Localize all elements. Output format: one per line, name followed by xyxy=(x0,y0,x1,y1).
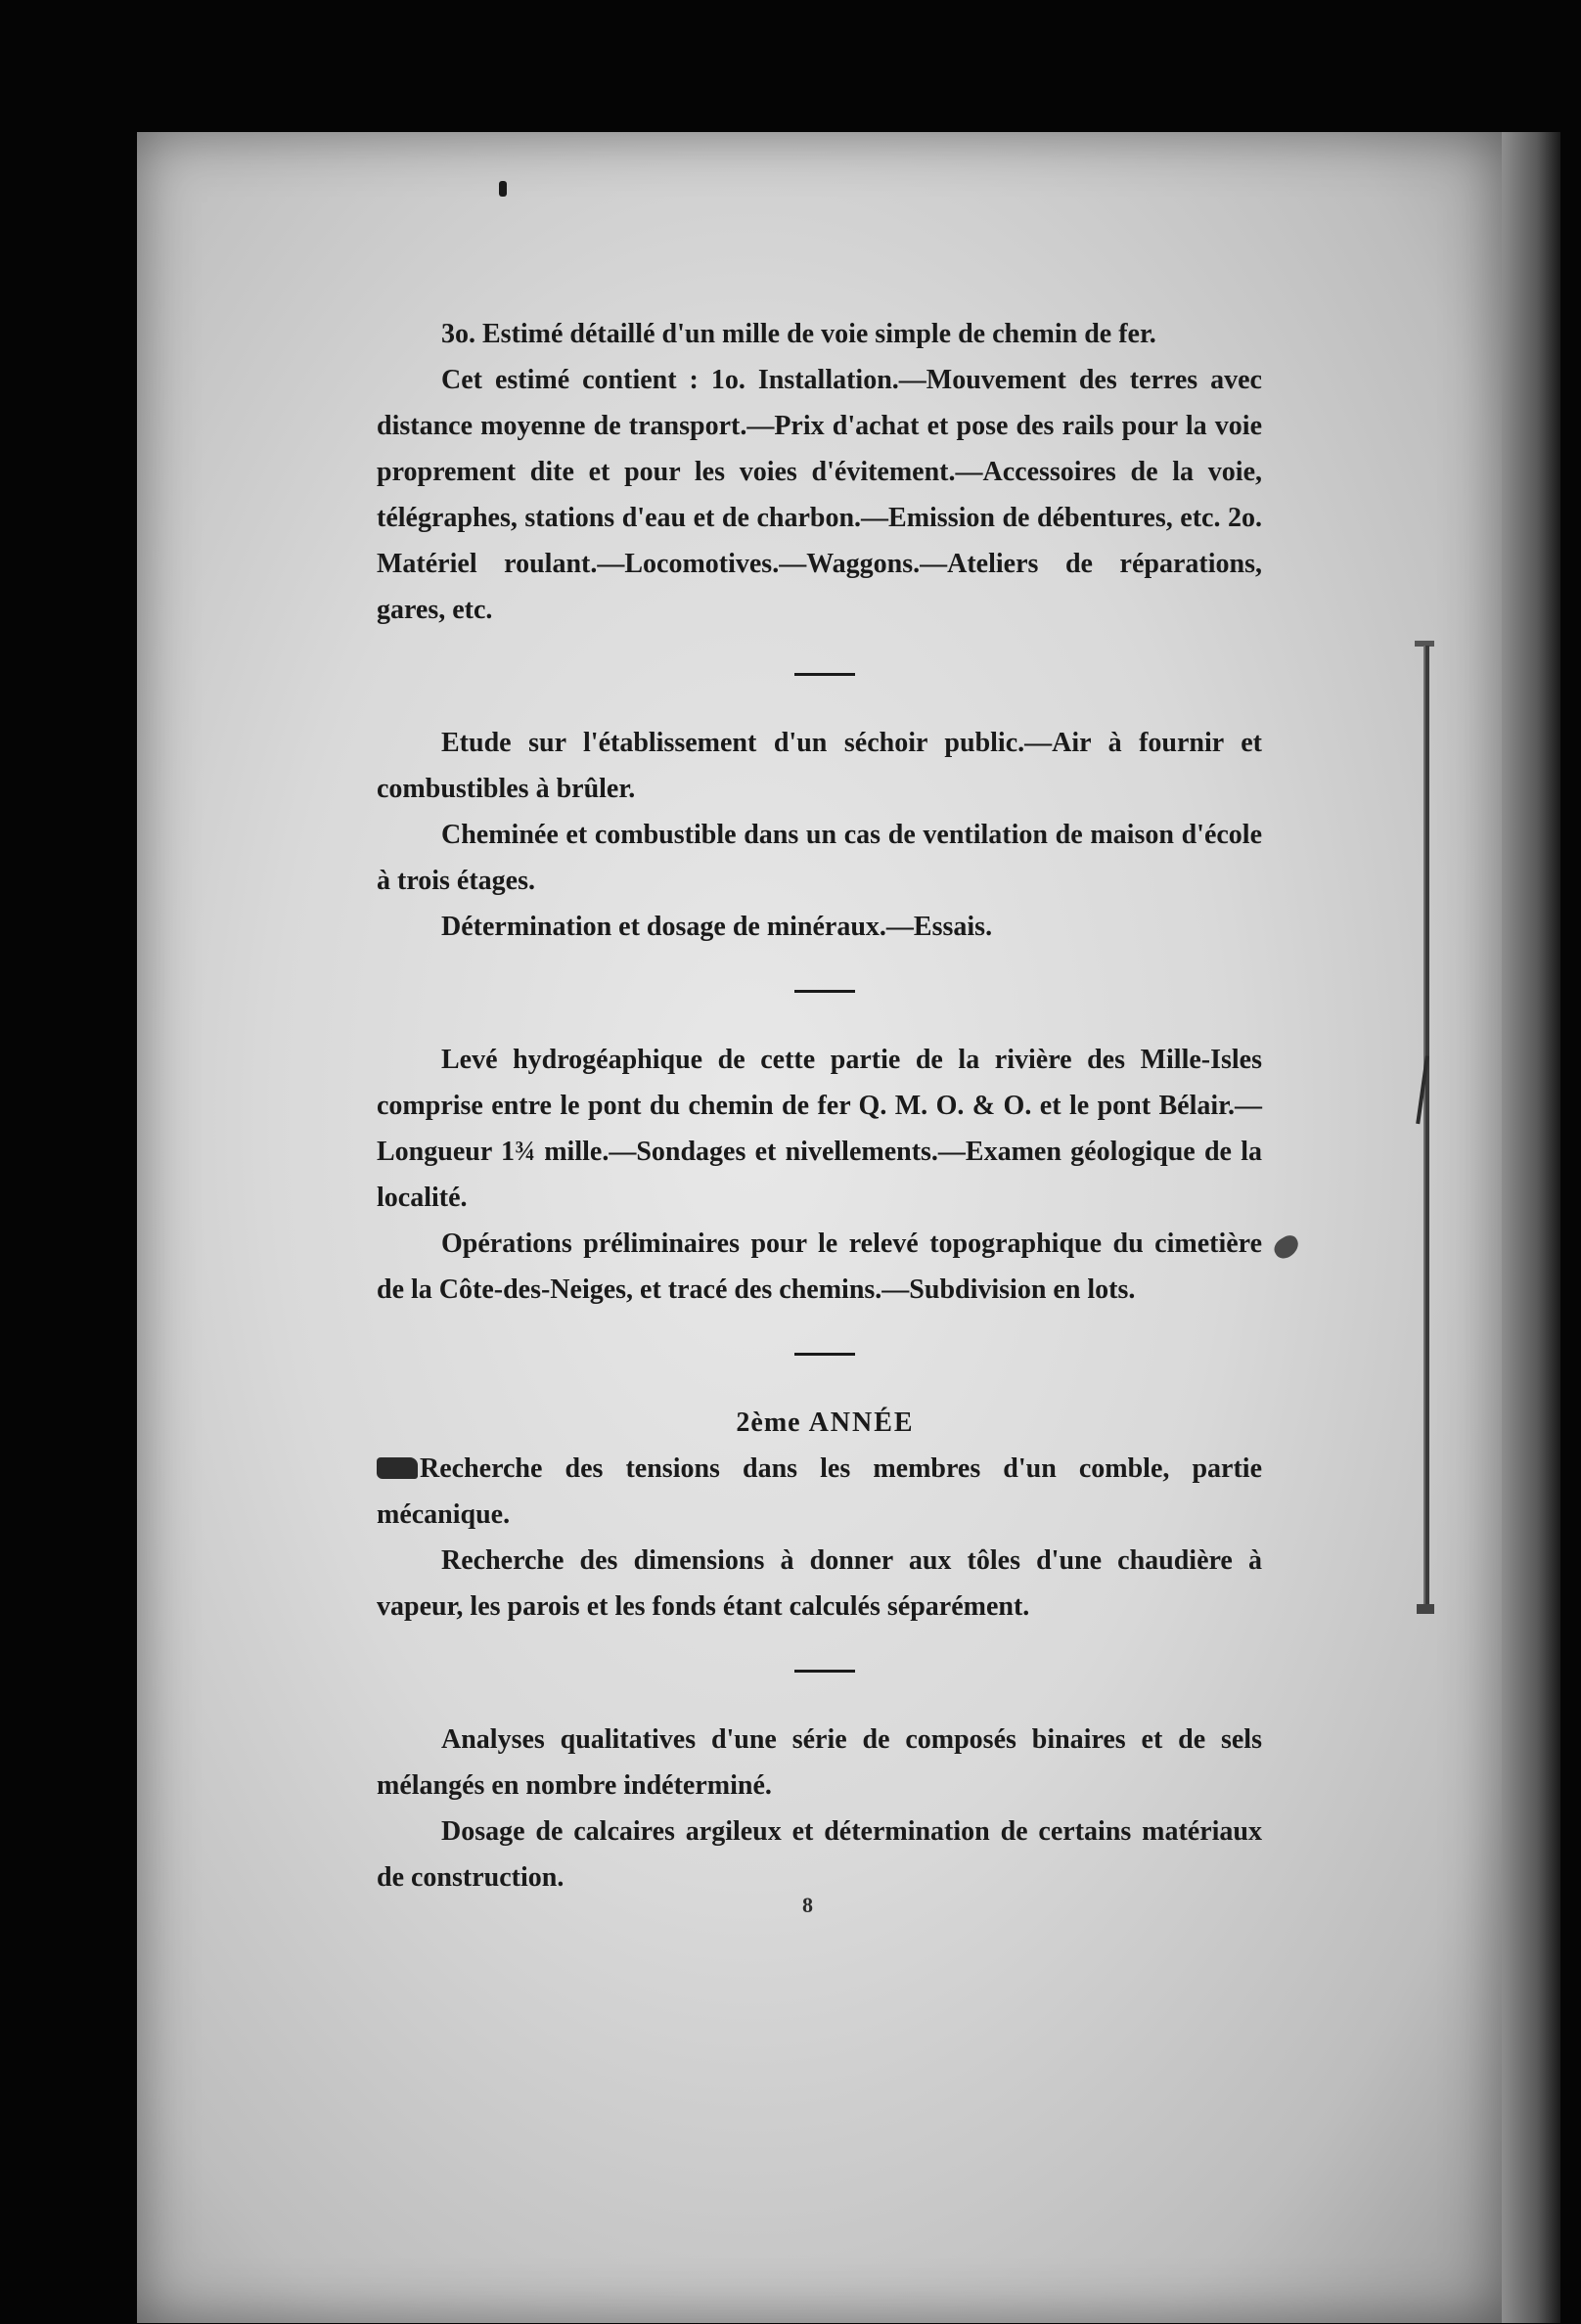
qualitative-analysis-paragraph: Analyses qualitatives d'une série de composés binaires et de sels mélangés en nombre indéterminé. xyxy=(377,1724,1262,1801)
boiler-paragraph: Recherche des dimensions à donner aux tôles d'une chaudière à vapeur, les parois et les fonds étant calculés séparément. xyxy=(377,1545,1262,1622)
binding-thread xyxy=(1423,646,1429,1614)
section-divider xyxy=(794,1670,855,1673)
ink-blot-mark xyxy=(377,1457,418,1479)
page-number: 8 xyxy=(802,1893,813,1917)
limestone-paragraph: Dosage de calcaires argileux et détermination de certains matériaux de construction. xyxy=(377,1816,1262,1893)
estimate-paragraph: Cet estimé contient : 1o. Installation.—Mouvement des terres avec distance moyenne de transport.—Prix d'achat et pose des rails pour la voie proprement dite et pour les voies d'évitement.—Accessoires de la voie, télégraphes, stations d'eau et de charbon.—Emission de débentures, etc. 2o. Matériel roulant.—Locomotives.—Waggons.—Ateliers de réparations, gares, etc. xyxy=(377,365,1262,625)
section-divider xyxy=(794,990,855,993)
hydrographic-survey-paragraph: Levé hydrogéaphique de cette partie de la rivière des Mille-Isles comprise entre le pont du chemin de fer Q. M. O. & O. et le pont Bélair.—Longueur 1¾ mille.—Sondages et nivellements.—Examen géologique de la localité. xyxy=(377,1045,1262,1213)
drying-study-paragraph: Etude sur l'établissement d'un séchoir public.—Air à fournir et combustibles à brûler. xyxy=(377,728,1262,804)
binding-thread-bottom xyxy=(1417,1604,1434,1614)
estimate-heading: 3o. Estimé détaillé d'un mille de voie simple de chemin de fer. xyxy=(441,319,1156,349)
roof-tensions-paragraph xyxy=(377,1446,1262,1538)
section-divider xyxy=(794,1353,855,1356)
chimney-paragraph: Cheminée et combustible dans un cas de ventilation de maison d'école à trois étages. xyxy=(377,820,1262,896)
cemetery-survey-paragraph: Opérations préliminaires pour le relevé topographique du cimetière de la Côte-des-Neiges, et tracé des chemins.—Subdivision en lots. xyxy=(377,1229,1262,1305)
section-divider xyxy=(794,673,855,676)
minerals-paragraph: Détermination et dosage de minéraux.—Essais. xyxy=(441,912,993,942)
year-heading xyxy=(383,1400,1268,1446)
ink-speck xyxy=(499,181,507,197)
year-heading-prefix: 2ème xyxy=(736,1408,801,1438)
year-heading-word: ANNÉE xyxy=(808,1408,915,1438)
document-body xyxy=(377,311,1262,1900)
roof-tensions-text: Recherche des tensions dans les membres d'un comble, partie mécanique. xyxy=(377,1453,1262,1530)
page-edge-shadow xyxy=(1502,132,1560,2323)
